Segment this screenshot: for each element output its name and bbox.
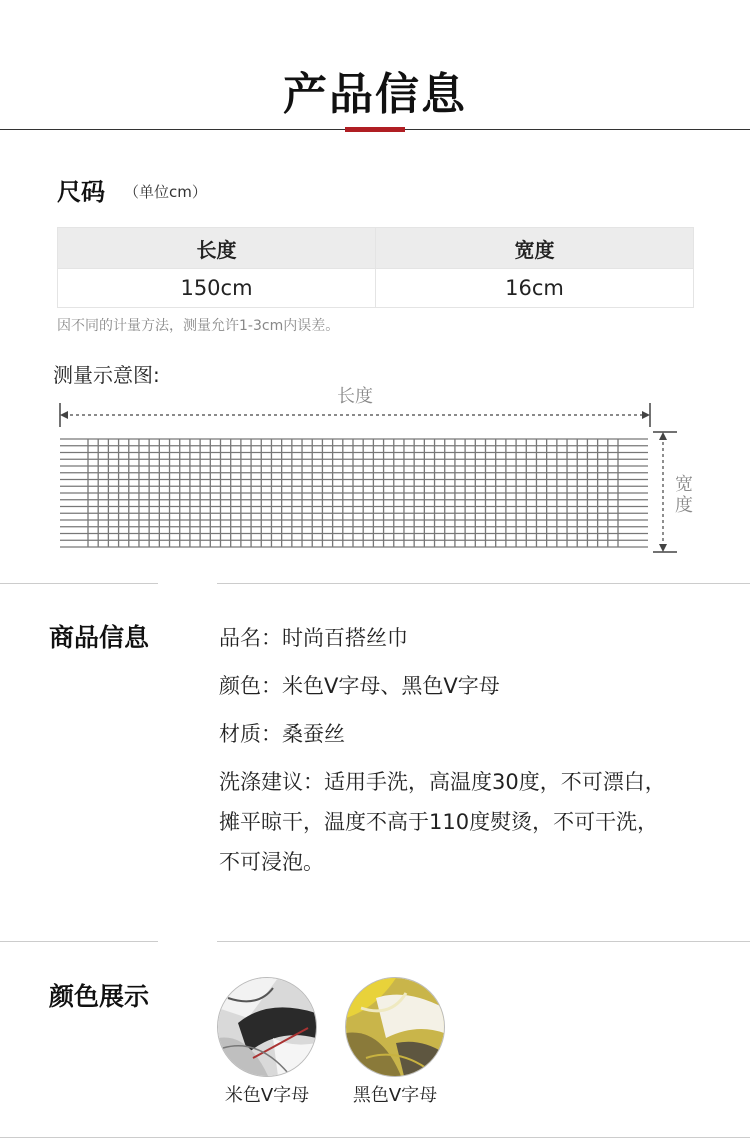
section-divider	[217, 583, 750, 584]
scarf-grid	[60, 439, 648, 547]
product-care-line-2: 摊平晾干，温度不高于110度熨烫，不可干洗，	[219, 810, 659, 834]
size-unit: （单位cm）	[124, 183, 207, 201]
product-name-line: 品名：时尚百搭丝巾	[219, 626, 408, 650]
section-divider	[217, 941, 750, 942]
diagram-width-label-2: 度	[675, 495, 693, 516]
diagram-width-label-1: 宽	[675, 474, 693, 495]
size-value-width: 16cm	[376, 269, 694, 308]
swatch-image-beige	[217, 977, 317, 1077]
width-arrow-bottom	[659, 544, 667, 552]
section-divider	[0, 583, 158, 584]
length-arrow-left	[60, 411, 68, 419]
size-heading: 尺码	[57, 178, 105, 206]
size-table	[57, 227, 694, 308]
product-info-heading: 商品信息	[49, 623, 150, 652]
diagram-length-label: 长度	[337, 386, 373, 407]
product-care-line-1: 洗涤建议：适用手洗，高温度30度，不可漂白，	[219, 770, 666, 794]
size-table-header-row	[58, 228, 694, 269]
size-table-row	[58, 269, 694, 308]
product-care-line-3: 不可浸泡。	[219, 850, 324, 874]
product-color-line: 颜色：米色V字母、黑色V字母	[219, 674, 500, 698]
color-swatch-black[interactable]	[345, 977, 445, 1107]
length-arrow-right	[642, 411, 650, 419]
size-col-width: 宽度	[376, 228, 694, 269]
swatch-label-black: 黑色V字母	[352, 1085, 438, 1106]
size-value-length: 150cm	[58, 269, 376, 308]
swatch-label-beige: 米色V字母	[224, 1085, 310, 1106]
title-accent-bar	[345, 127, 405, 132]
diagram-label: 测量示意图:	[53, 363, 160, 387]
measurement-diagram	[50, 383, 700, 558]
page-title: 产品信息	[283, 69, 467, 120]
size-note: 因不同的计量方法，测量允许1-3cm内误差。	[57, 318, 340, 334]
color-display-heading: 颜色展示	[49, 982, 150, 1011]
section-divider	[0, 1137, 750, 1138]
product-material-line: 材质：桑蚕丝	[219, 722, 345, 746]
color-swatch-beige[interactable]	[217, 977, 317, 1107]
section-divider	[0, 941, 158, 942]
swatch-image-black	[345, 977, 445, 1077]
width-arrow-top	[659, 432, 667, 440]
size-col-length: 长度	[58, 228, 376, 269]
